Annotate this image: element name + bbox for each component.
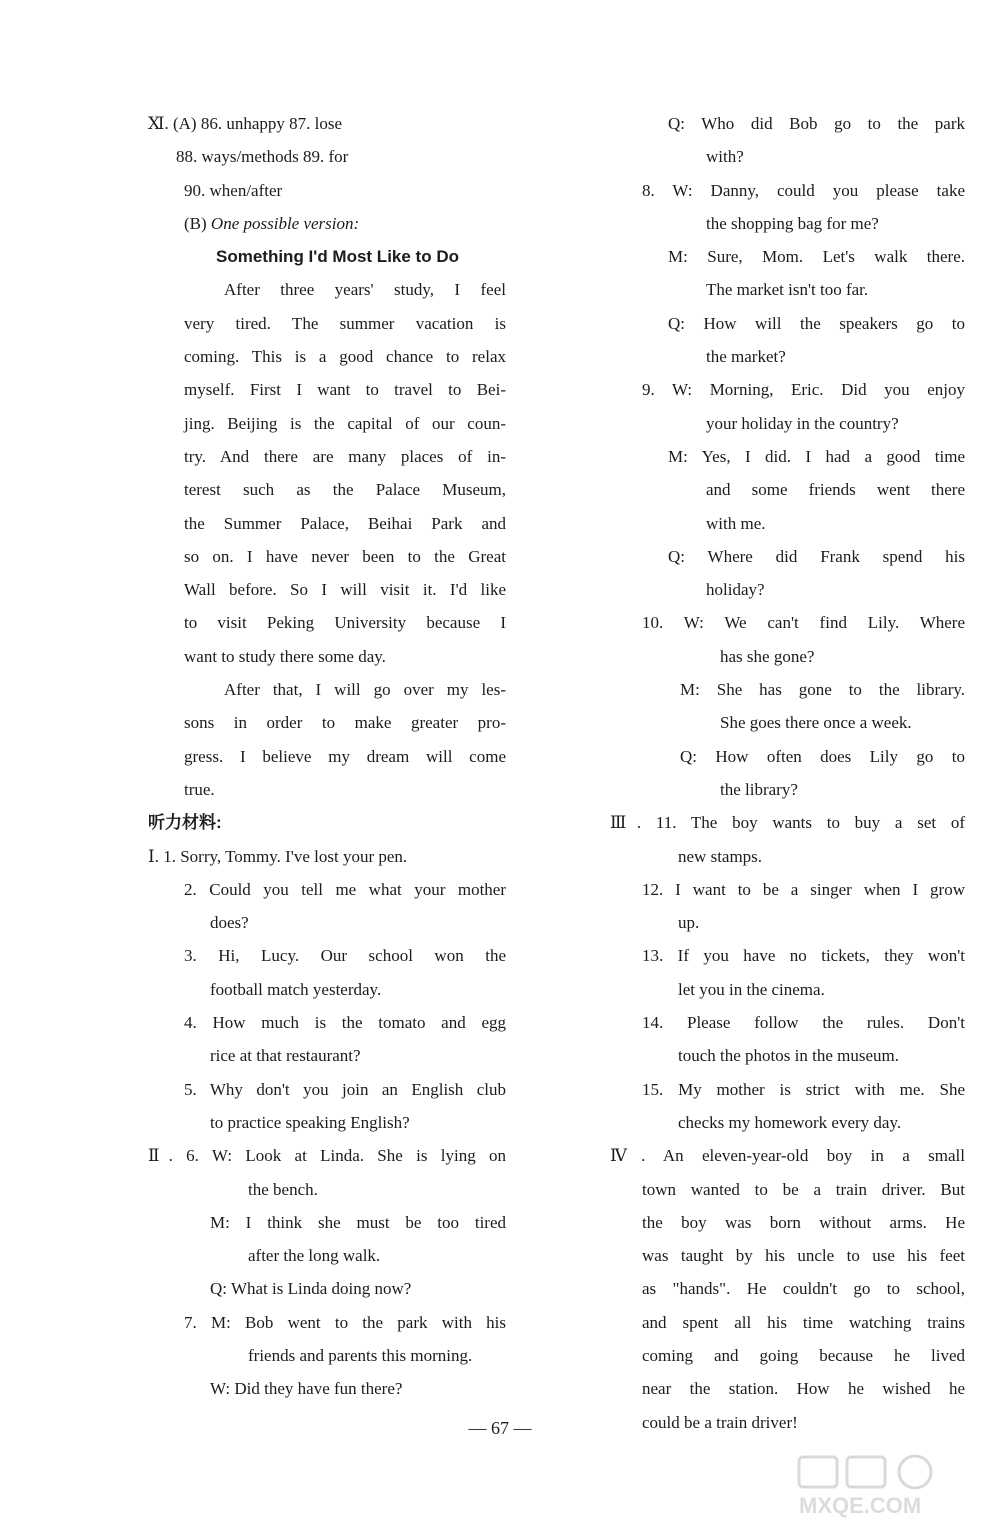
line-text: the boy was born without arms. He — [642, 1212, 965, 1232]
left-line — [148, 573, 506, 606]
line-text: After three years' study, I feel — [224, 280, 506, 300]
right-line — [610, 939, 965, 972]
left-line — [148, 1006, 506, 1039]
right-line — [610, 1139, 965, 1172]
line-text: town wanted to be a train driver. But — [642, 1179, 965, 1199]
left-line — [148, 1073, 506, 1106]
line-text: Q: What is Linda doing now? — [210, 1279, 412, 1299]
line-text: your holiday in the country? — [706, 413, 899, 433]
line-text: try. And there are many places of in- — [184, 446, 506, 466]
line-text: to visit Peking University because I — [184, 613, 506, 633]
left-line — [148, 1206, 506, 1239]
line-text: touch the photos in the museum. — [678, 1046, 899, 1066]
line-text: Q: How often does Lily go to — [680, 746, 965, 766]
right-column — [610, 107, 965, 1439]
left-line — [148, 373, 506, 406]
italic-text: One possible version: — [210, 213, 360, 233]
right-line — [610, 1372, 965, 1405]
watermark-logo — [795, 1453, 995, 1519]
line-text: the library? — [720, 779, 798, 799]
line-text: After that, I will go over my les- — [224, 680, 506, 700]
left-line — [148, 340, 506, 373]
line-text: myself. First I want to travel to Bei- — [184, 380, 506, 400]
left-line — [148, 1306, 506, 1339]
right-line — [610, 573, 965, 606]
right-line — [610, 873, 965, 906]
right-line — [610, 440, 965, 473]
line-text: the Summer Palace, Beihai Park and — [184, 513, 506, 533]
right-line — [610, 906, 965, 939]
left-line — [148, 174, 506, 207]
left-line — [148, 1139, 506, 1172]
line-text: M: Yes, I did. I had a good time — [668, 446, 965, 466]
line-text: jing. Beijing is the capital of our coun- — [184, 413, 506, 433]
line-text: after the long walk. — [248, 1246, 381, 1266]
line-text: Ⅳ. An eleven-year-old boy in a small — [610, 1146, 965, 1166]
line-text: M: She has gone to the library. — [680, 680, 965, 700]
left-line — [148, 939, 506, 972]
right-line — [610, 1306, 965, 1339]
line-text: rice at that restaurant? — [210, 1046, 361, 1066]
right-line — [610, 673, 965, 706]
left-line — [148, 307, 506, 340]
line-text: sons in order to make greater pro- — [184, 713, 506, 733]
line-text: up. — [678, 913, 700, 933]
left-line — [148, 407, 506, 440]
left-line — [148, 207, 506, 240]
left-line — [148, 507, 506, 540]
right-line — [610, 1272, 965, 1305]
line-text: has she gone? — [720, 646, 815, 666]
left-line — [148, 806, 506, 839]
line-text: checks my homework every day. — [678, 1112, 902, 1132]
line-text: coming. This is a good chance to relax — [184, 347, 506, 367]
right-line — [610, 507, 965, 540]
line-text: could be a train driver! — [642, 1412, 798, 1432]
line-text: does? — [210, 913, 249, 933]
line-text: Wall before. So I will visit it. I'd like — [184, 580, 506, 600]
line-text: 8. W: Danny, could you please take — [642, 180, 965, 200]
line-text: coming and going because he lived — [642, 1345, 965, 1365]
left-line — [148, 1239, 506, 1272]
line-text: Q: Where did Frank spend his — [668, 546, 965, 566]
right-line — [610, 1039, 965, 1072]
line-text: holiday? — [706, 580, 765, 600]
line-text: M: Sure, Mom. Let's walk there. — [668, 247, 965, 267]
right-line — [610, 240, 965, 273]
line-text: with me. — [706, 513, 766, 533]
line-text: let you in the cinema. — [678, 979, 825, 999]
right-line — [610, 407, 965, 440]
line-text: Q: How will the speakers go to — [668, 313, 965, 333]
right-line — [610, 706, 965, 739]
left-line — [148, 1173, 506, 1206]
line-text: 9. W: Morning, Eric. Did you enjoy — [642, 380, 965, 400]
line-text: new stamps. — [678, 846, 763, 866]
line-text: 听力材料: — [148, 813, 222, 833]
line-text: 2. Could you tell me what your mother — [184, 879, 506, 899]
right-line — [610, 840, 965, 873]
left-line — [148, 906, 506, 939]
left-line — [148, 673, 506, 706]
right-line — [610, 540, 965, 573]
line-text: Ⅺ. (A) 86. unhappy 87. lose — [148, 114, 342, 133]
line-text: Ⅱ. 6. W: Look at Linda. She is lying on — [148, 1146, 506, 1166]
left-column — [148, 107, 506, 1406]
line-text: and some friends went there — [706, 480, 965, 500]
watermark-text: MXQE.COM — [799, 1493, 922, 1518]
left-line — [148, 1339, 506, 1372]
line-text: to practice speaking English? — [210, 1112, 410, 1132]
right-line — [610, 1073, 965, 1106]
right-line — [610, 273, 965, 306]
right-line — [610, 107, 965, 140]
left-line — [148, 1039, 506, 1072]
right-line — [610, 606, 965, 639]
left-line — [148, 440, 506, 473]
left-line — [148, 706, 506, 739]
right-line — [610, 806, 965, 839]
line-text: Ⅲ. 11. The boy wants to buy a set of — [610, 813, 965, 833]
left-line — [148, 640, 506, 673]
left-line — [148, 1272, 506, 1305]
line-text: was taught by his uncle to use his feet — [642, 1246, 965, 1266]
line-text: true. — [184, 779, 215, 799]
right-line — [610, 373, 965, 406]
line-text: M: I think she must be too tired — [210, 1212, 506, 1232]
line-text: She goes there once a week. — [720, 713, 912, 733]
left-line — [148, 1372, 506, 1405]
line-text: 88. ways/methods 89. for — [176, 147, 349, 167]
line-text: very tired. The summer vacation is — [184, 313, 506, 333]
left-line — [148, 1106, 506, 1139]
line-text: terest such as the Palace Museum, — [184, 480, 506, 500]
right-line — [610, 340, 965, 373]
line-text: 7. M: Bob went to the park with his — [184, 1312, 506, 1332]
right-line — [610, 773, 965, 806]
line-text: want to study there some day. — [184, 646, 386, 666]
right-line — [610, 174, 965, 207]
left-line — [148, 273, 506, 306]
left-line — [148, 740, 506, 773]
line-text: 90. when/after — [184, 180, 283, 200]
right-line — [610, 740, 965, 773]
line-text: and spent all his time watching trains — [642, 1312, 965, 1332]
line-text: football match yesterday. — [210, 979, 382, 999]
line-text: 5. Why don't you join an English club — [184, 1079, 506, 1099]
line-text: 13. If you have no tickets, they won't — [642, 946, 965, 966]
line-text: so on. I have never been to the Great — [184, 546, 506, 566]
line-text: the shopping bag for me? — [706, 213, 879, 233]
line-text: Something I'd Most Like to Do — [216, 247, 459, 267]
left-line — [148, 473, 506, 506]
line-text: 14. Please follow the rules. Don't — [642, 1013, 965, 1033]
right-line — [610, 207, 965, 240]
line-text: gress. I believe my dream will come — [184, 746, 506, 766]
line-text: 15. My mother is strict with me. She — [642, 1079, 965, 1099]
left-line — [148, 140, 506, 173]
left-line — [148, 606, 506, 639]
right-line — [610, 1206, 965, 1239]
left-line — [148, 773, 506, 806]
line-text: the market? — [706, 347, 786, 367]
left-line — [148, 973, 506, 1006]
line-text: 10. W: We can't find Lily. Where — [642, 613, 965, 633]
line-text: as "hands". He couldn't go to school, — [642, 1279, 965, 1299]
left-line — [148, 107, 506, 140]
right-line — [610, 307, 965, 340]
left-line — [148, 240, 506, 273]
right-line — [610, 1239, 965, 1272]
line-text: with? — [706, 147, 744, 167]
line-text: The market isn't too far. — [706, 280, 869, 300]
right-line — [610, 1339, 965, 1372]
right-line — [610, 640, 965, 673]
right-line — [610, 473, 965, 506]
right-line — [610, 1106, 965, 1139]
line-text: 4. How much is the tomato and egg — [184, 1013, 506, 1033]
right-line — [610, 1006, 965, 1039]
line-text: W: Did they have fun there? — [210, 1379, 403, 1399]
line-text: friends and parents this morning. — [248, 1345, 473, 1365]
page-number: — 67 — — [468, 1418, 532, 1438]
right-line — [610, 1173, 965, 1206]
line-text: Ⅰ. 1. Sorry, Tommy. I've lost your pen. — [148, 846, 408, 866]
left-line — [148, 873, 506, 906]
line-text: (B) — [184, 213, 211, 233]
line-text: near the station. How he wished he — [642, 1379, 965, 1399]
line-text: the bench. — [248, 1179, 318, 1199]
left-line — [148, 540, 506, 573]
right-line — [610, 140, 965, 173]
left-line — [148, 840, 506, 873]
line-text: 3. Hi, Lucy. Our school won the — [184, 946, 506, 966]
line-text: 12. I want to be a singer when I grow — [642, 879, 965, 899]
line-text: Q: Who did Bob go to the park — [668, 114, 965, 133]
right-line — [610, 973, 965, 1006]
